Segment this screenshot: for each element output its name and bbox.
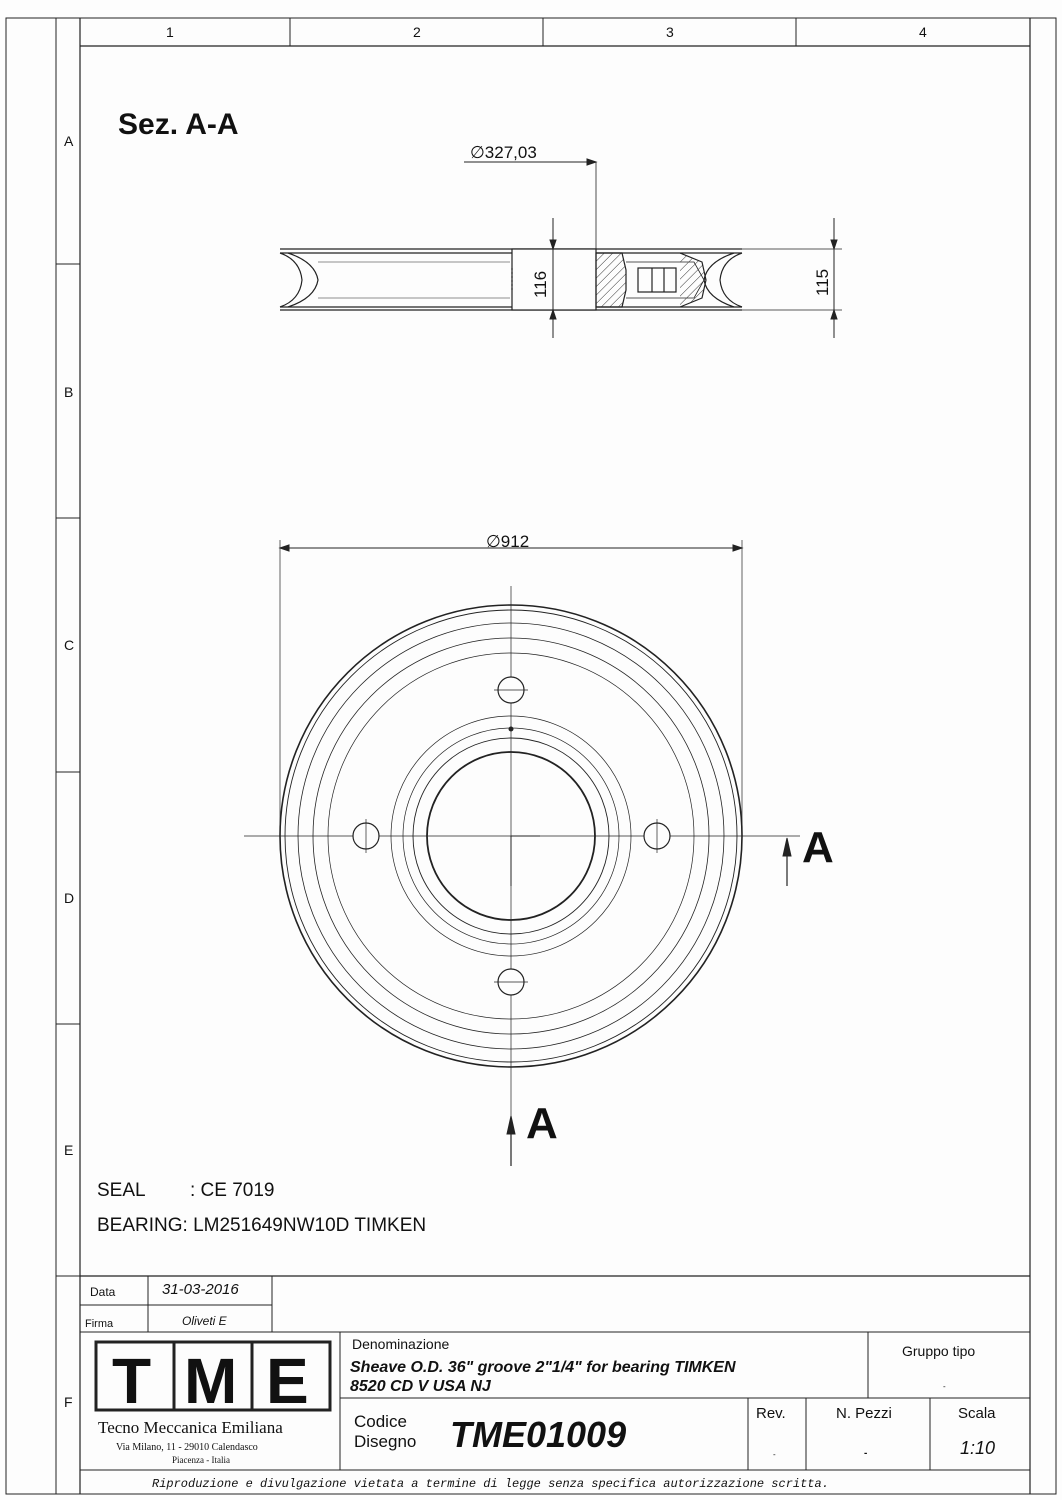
- rev-label: Rev.: [756, 1405, 786, 1422]
- dim-inner-diameter-label: ∅327,03: [470, 143, 537, 162]
- grid-row-d: D: [64, 890, 75, 906]
- grid-row-a: A: [64, 133, 74, 149]
- grid-col-3: 3: [666, 24, 674, 40]
- company-address: Via Milano, 11 - 29010 Calendasco: [116, 1442, 258, 1453]
- grid-col-1: 1: [166, 24, 174, 40]
- dim-inner-diameter: [464, 159, 596, 249]
- grid-row-e: E: [64, 1142, 74, 1158]
- scala-value: 1:10: [960, 1438, 996, 1458]
- section-title: Sez. A-A: [118, 108, 239, 141]
- company-logo: [112, 1345, 309, 1417]
- section-mark-bottom: A: [526, 1099, 558, 1148]
- company-name: Tecno Meccanica Emiliana: [98, 1418, 283, 1437]
- data-value: 31-03-2016: [162, 1281, 239, 1298]
- grid-row-f: F: [64, 1394, 73, 1410]
- dim-height-right-label: 115: [813, 268, 832, 296]
- npezzi-label: N. Pezzi: [836, 1405, 892, 1422]
- grid-row-b: B: [64, 384, 74, 400]
- front-view-sheave: [244, 586, 800, 1166]
- logo-letter-t: T: [112, 1345, 152, 1417]
- firma-label: Firma: [85, 1318, 114, 1330]
- drawing-frame: [6, 18, 1056, 1494]
- codice-label-2: Disegno: [354, 1432, 417, 1451]
- codice-label-1: Codice: [354, 1412, 407, 1431]
- section-arrow-right: [783, 838, 791, 886]
- npezzi-value: -: [864, 1448, 868, 1459]
- logo-letter-e: E: [266, 1345, 309, 1417]
- footer-notice: Riproduzione e divulgazione vietata a termine di legge senza specifica autorizzazione scritta.: [152, 1477, 829, 1491]
- dim-height-left-label: 116: [531, 270, 550, 298]
- firma-value: Oliveti E: [182, 1314, 227, 1328]
- dim-outer-diameter-label: ∅912: [486, 532, 530, 551]
- grid-col-2: 2: [413, 24, 421, 40]
- data-label: Data: [90, 1285, 116, 1299]
- gruppo-label: Gruppo tipo: [902, 1343, 976, 1359]
- denominazione-label: Denominazione: [352, 1336, 450, 1352]
- seal-label: SEAL: [97, 1180, 146, 1201]
- section-view-sheave: [280, 249, 742, 310]
- rev-value: -: [773, 1450, 776, 1459]
- seal-value: : CE 7019: [190, 1180, 275, 1201]
- section-arrow-bottom: [507, 1116, 515, 1166]
- gruppo-value: -: [943, 1382, 946, 1391]
- bearing-note: BEARING: LM251649NW10D TIMKEN: [97, 1215, 427, 1236]
- logo-letter-m: M: [184, 1345, 238, 1417]
- grid-row-c: C: [64, 637, 75, 653]
- drawing-code: TME01009: [450, 1414, 627, 1455]
- denominazione-line-1: Sheave O.D. 36" groove 2"1/4" for bearing TIMKEN: [350, 1359, 736, 1376]
- scala-label: Scala: [958, 1405, 996, 1422]
- grid-col-4: 4: [919, 24, 927, 40]
- section-mark-right: A: [802, 823, 834, 872]
- denominazione-line-2: 8520 CD V USA NJ: [350, 1378, 491, 1395]
- company-city: Piacenza - Italia: [172, 1455, 230, 1465]
